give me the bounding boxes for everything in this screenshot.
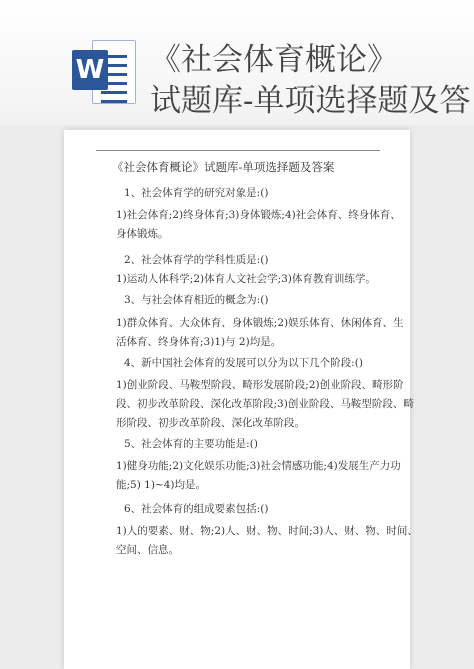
answer-1 xyxy=(116,206,401,244)
answer-line: 能;5) 1)~4)均是。 xyxy=(116,479,207,491)
answer-line: 1)群众体育、大众体育、身体锻炼;2)娱乐体育、休闲体育、生 xyxy=(116,317,404,329)
answer-line: 1)创业阶段、马鞍型阶段、畸形发展阶段;2)创业阶段、畸形阶 xyxy=(116,379,404,391)
word-letter: W xyxy=(72,50,108,90)
answer-line: 1)健身功能;2)文化娱乐功能;3)社会情感功能;4)发展生产力功 xyxy=(116,460,401,472)
question-5: 5、社会体育的主要功能是:() xyxy=(124,438,258,450)
word-icon xyxy=(72,40,134,102)
answer-line: 身体锻炼。 xyxy=(116,228,169,240)
answer-line: 1)人的要素、财、物;2)人、财、物、时间;3)人、财、物、时间、 xyxy=(116,525,418,537)
question-1: 1、社会体育学的研究对象是:() xyxy=(124,187,269,199)
banner-title-line2: 试题库-单项选择题及答 xyxy=(150,83,471,119)
document-heading: 《社会体育概论》试题库-单项选择题及答案 xyxy=(112,160,335,174)
answer-3 xyxy=(116,314,404,352)
answer-2 xyxy=(116,270,374,289)
document-page xyxy=(64,130,418,669)
answer-line: 1)社会体育;2)终身体育;3)身体锻炼;4)社会体育、终身体育、 xyxy=(116,209,401,221)
answer-5 xyxy=(116,457,401,495)
banner xyxy=(0,0,474,125)
question-4: 4、新中国社会体育的发展可以分为以下几个阶段:() xyxy=(124,357,363,369)
banner-title-line1: 《社会体育概论》 xyxy=(150,42,398,78)
answer-line: 空间、信息。 xyxy=(116,544,179,556)
answer-line: 段、初步改革阶段、深化改革阶段;3)创业阶段、马鞍型阶段、畸 xyxy=(116,398,414,410)
answer-4 xyxy=(116,376,414,433)
answer-line: 活体育、终身体育;3)1)与 2)均是。 xyxy=(116,336,282,348)
header-rule xyxy=(96,150,380,151)
question-6: 6、社会体育的组成要素包括:() xyxy=(124,503,269,515)
answer-6 xyxy=(116,522,418,560)
question-2: 2、社会体育学的学科性质是:() xyxy=(124,254,269,266)
question-3: 3、与社会体育相近的概念为:() xyxy=(124,294,269,306)
answer-line: 1)运动人体科学;2)体育人文社会学;3)体育教育训练学。 xyxy=(116,273,376,285)
answer-line: 形阶段、初步改革阶段、深化改革阶段。 xyxy=(116,417,305,429)
